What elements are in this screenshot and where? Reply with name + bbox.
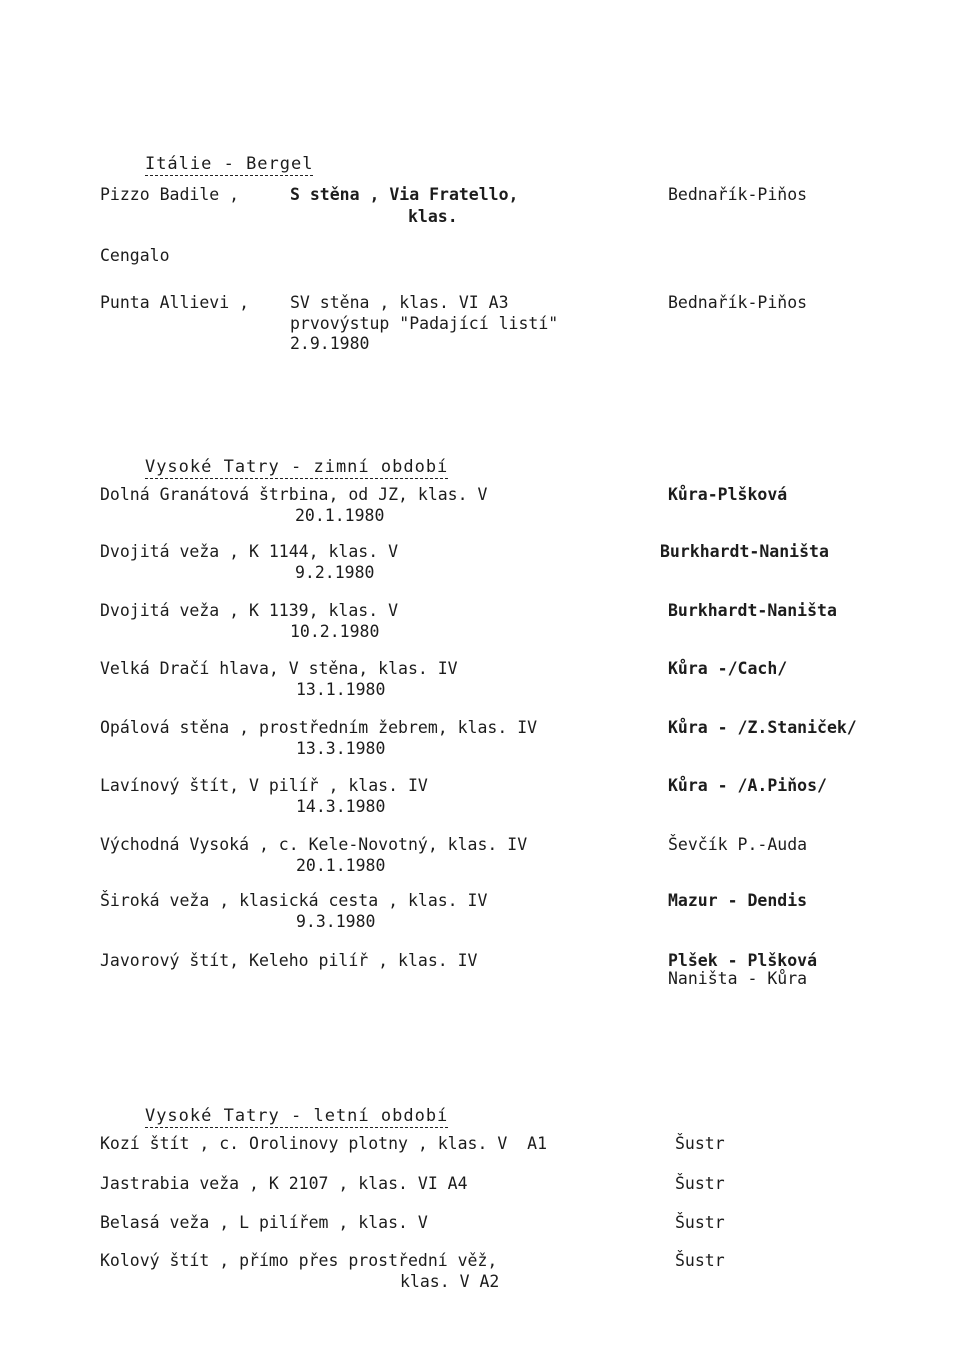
route-description: Velká Dračí hlava, V stěna, klas. IV: [100, 659, 458, 678]
route-climbers: Šustr: [675, 1251, 725, 1270]
route-peak: Cengalo: [100, 246, 170, 265]
route-description: Dvojitá veža , K 1144, klas. V: [100, 542, 399, 561]
route-date: 13.1.1980: [296, 680, 386, 699]
route-date: 20.1.1980: [295, 506, 385, 525]
route-description: Dvojitá veža , K 1139, klas. V: [100, 601, 399, 620]
route-description: Jastrabia veža , K 2107 , klas. VI A4: [100, 1174, 468, 1193]
route-climbers: Kůra - /A.Piňos/: [668, 776, 827, 795]
route-description: Východná Vysoká , c. Kele-Novotný, klas. IV: [100, 835, 528, 854]
route-description: Opálová stěna , prostředním žebrem, klas. IV: [100, 718, 538, 737]
route-date: 14.3.1980: [296, 797, 386, 816]
route-climbers: Bednařík-Piňos: [668, 293, 808, 312]
route-description: Kolový štít , přímo přes prostřední věž,: [100, 1251, 498, 1270]
route-climbers: Burkhardt-Naništa: [660, 542, 829, 561]
section-heading-text: Vysoké Tatry - letní období: [144, 1106, 449, 1126]
route-date: 10.2.1980: [290, 622, 380, 641]
route-peak: Pizzo Badile ,: [100, 185, 240, 204]
route-description: Široká veža , klasická cesta , klas. IV: [100, 891, 488, 910]
route-description: Kozí štít , c. Orolinovy plotny , klas. V A1: [100, 1134, 548, 1153]
route-detail: SV stěna , klas. VI A3: [290, 293, 509, 312]
route-climbers-line2: Naništa - Kůra: [668, 969, 808, 988]
route-climbers: Kůra-Plšková: [668, 485, 788, 504]
route-climbers: Šustr: [675, 1174, 725, 1193]
route-climbers: Bednařík-Piňos: [668, 185, 808, 204]
route-climbers: Šustr: [675, 1134, 725, 1153]
section-heading-text: Itálie - Bergel: [144, 154, 314, 174]
route-climbers: Mazur - Dendis: [668, 891, 808, 910]
route-date: 9.2.1980: [295, 563, 375, 582]
route-description: Lavínový štít, V pilíř , klas. IV: [100, 776, 428, 795]
route-climbers: Plšek - Plšková: [668, 951, 818, 970]
route-climbers: Burkhardt-Naništa: [668, 601, 837, 620]
route-description: Dolná Granátová štrbina, od JZ, klas. V: [100, 485, 488, 504]
route-date: 9.3.1980: [296, 912, 376, 931]
route-detail-line2: prvovýstup "Padající listí": [290, 314, 559, 333]
route-climbers: Kůra - /Z.Staniček/: [668, 718, 857, 737]
route-climbers: Ševčík P.-Auda: [668, 835, 808, 854]
route-description: Belasá veža , L pilířem , klas. V: [100, 1213, 428, 1232]
route-date: 2.9.1980: [290, 334, 370, 353]
route-climbers: Šustr: [675, 1213, 725, 1232]
route-description-line2: klas. V A2: [400, 1272, 500, 1291]
route-peak: Punta Allievi ,: [100, 293, 250, 312]
route-date: 20.1.1980: [296, 856, 386, 875]
section-heading-text: Vysoké Tatry - zimní období: [144, 457, 449, 477]
route-detail: S stěna , Via Fratello,: [290, 185, 519, 204]
route-description: Javorový štít, Keleho pilíř , klas. IV: [100, 951, 478, 970]
route-climbers: Kůra -/Cach/: [668, 659, 788, 678]
route-date: 13.3.1980: [296, 739, 386, 758]
route-detail-line2: klas.: [408, 207, 458, 226]
